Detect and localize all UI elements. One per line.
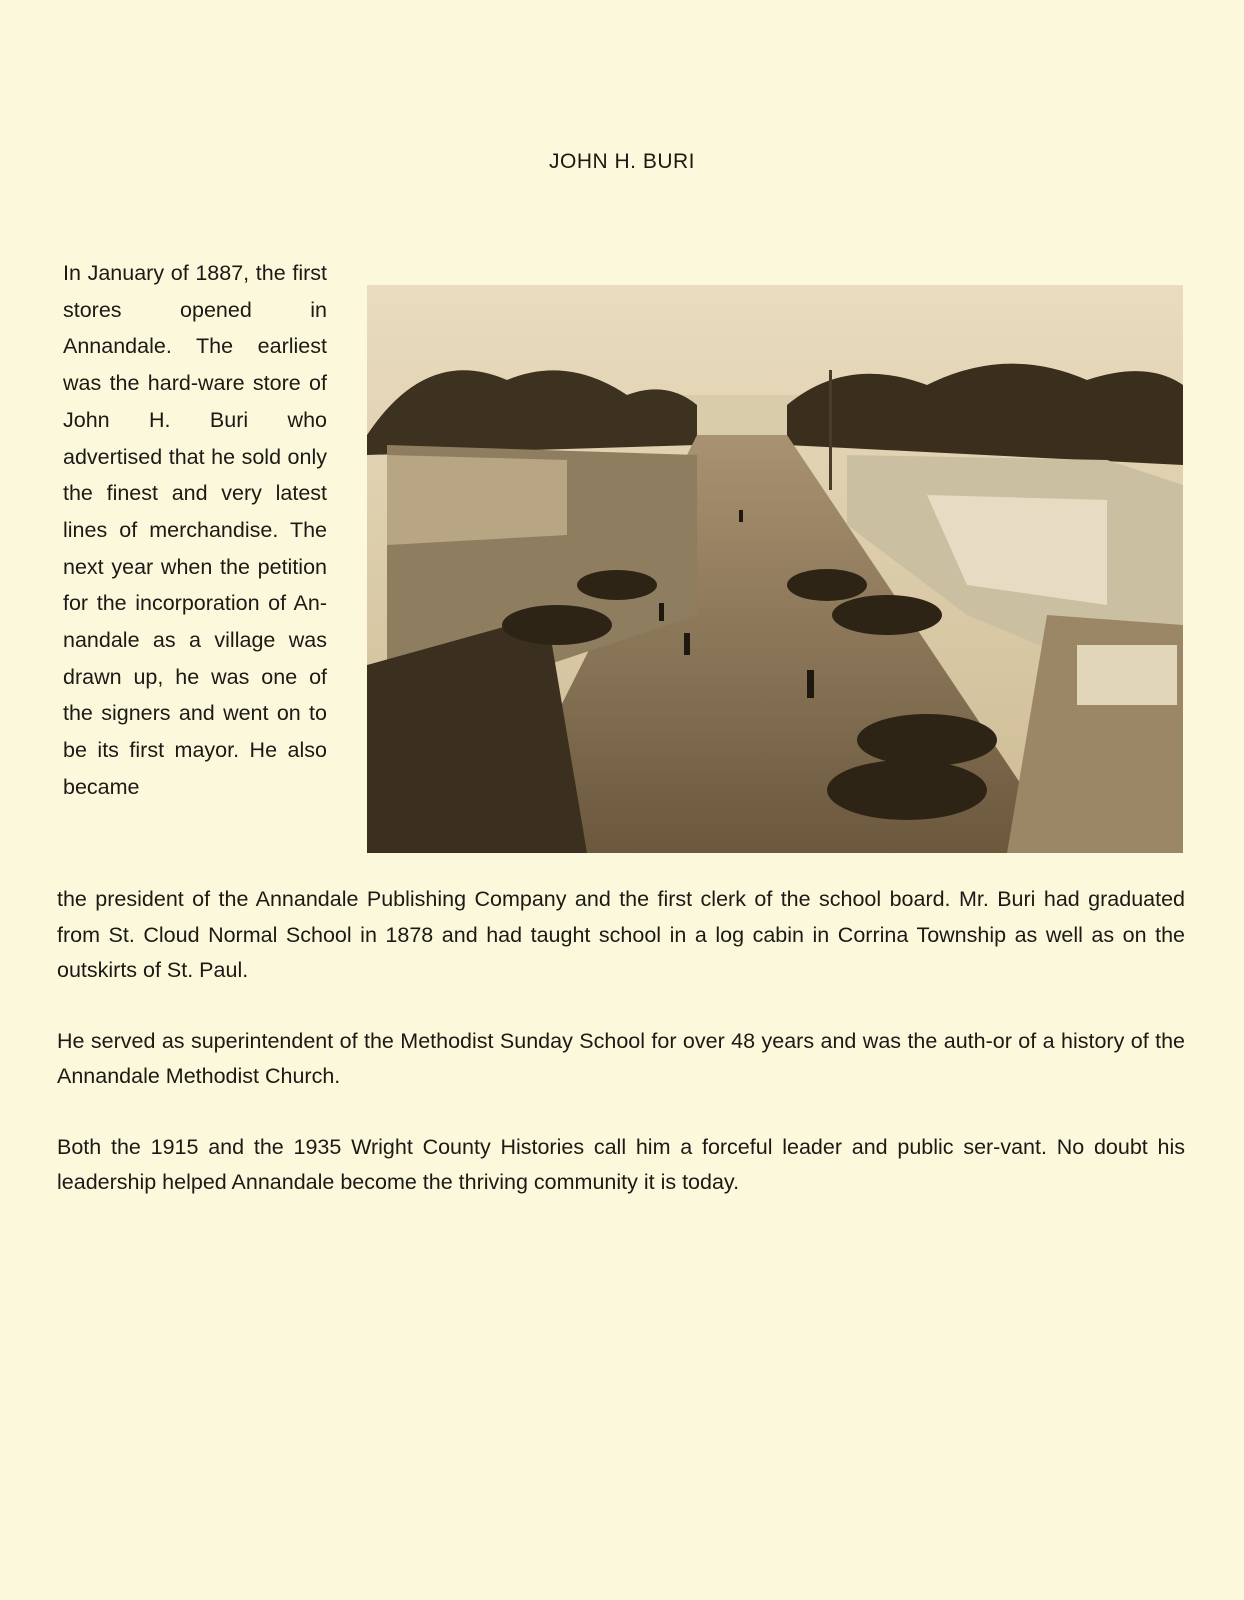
street-scene-illustration	[367, 285, 1183, 853]
intro-paragraph: In January of 1887, the first stores opened in Annandale. The earliest was the hard-ware store of John H. Buri who advertised that he sold only the finest and very latest lines of merchandise. The next year when the petition for the incorporation of An-nandale as a village was drawn up, he was one of the signers and went on to be its first mayor. He also became	[63, 261, 327, 799]
paragraph-legacy: Both the 1915 and the 1935 Wright County Histories call him a forceful leader and public ser-vant. No doubt his leadership helped Annandale become the thriving community it is today.	[57, 1134, 1185, 1194]
page-title: JOHN H. BURI	[548, 150, 695, 173]
street-photo	[367, 285, 1183, 853]
intro-column	[63, 255, 327, 806]
paragraph-methodist: He served as superintendent of the Methodist Sunday School for over 48 years and was the auth-or of a history of the Annandale Methodist Church.	[57, 1028, 1185, 1088]
intro-continuation: the president of the Annandale Publishing Company and the first clerk of the school board. Mr. Buri had graduated from St. Cloud Normal School in 1878 and had taught school in a log cabin in Corrina Township as well as on the outskirts of St. Paul.	[57, 887, 1185, 982]
body-text	[57, 882, 1185, 1236]
